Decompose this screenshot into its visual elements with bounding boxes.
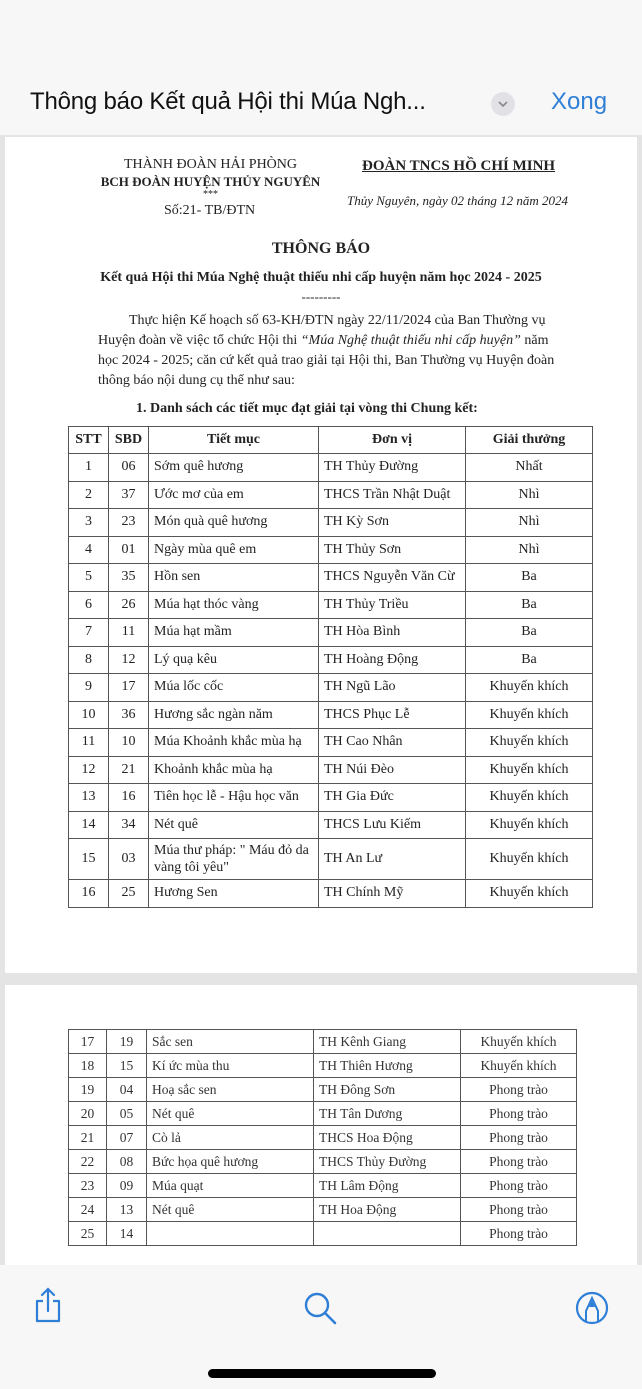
results-table	[68, 426, 593, 908]
sbd-cell: 15	[107, 1054, 147, 1078]
sbd-cell: 06	[109, 454, 149, 482]
sbd-cell: 13	[107, 1198, 147, 1222]
table-row	[69, 1150, 577, 1174]
stt-cell: 12	[69, 756, 109, 784]
paragraph-line: thông báo nội dung cụ thể như sau:	[98, 373, 295, 388]
award-cell: Khuyến khích	[461, 1054, 577, 1078]
unit-cell: TH Gia Đức	[319, 784, 466, 812]
stt-cell: 14	[69, 811, 109, 839]
award-cell: Khuyến khích	[466, 839, 593, 880]
award-cell: Ba	[466, 591, 593, 619]
sbd-cell: 09	[107, 1174, 147, 1198]
award-cell: Phong trào	[461, 1150, 577, 1174]
performance-cell: Múa quạt	[147, 1174, 314, 1198]
unit-cell: TH Thủy Triều	[319, 591, 466, 619]
unit-cell	[314, 1222, 461, 1246]
award-cell: Khuyến khích	[466, 674, 593, 702]
paragraph-text: năm	[520, 333, 549, 348]
award-cell: Nhì	[466, 536, 593, 564]
sbd-cell: 07	[107, 1126, 147, 1150]
sbd-cell: 16	[109, 784, 149, 812]
award-cell: Khuyến khích	[466, 729, 593, 757]
stt-cell: 3	[69, 509, 109, 537]
performance-cell: Hương sắc ngàn năm	[149, 701, 319, 729]
performance-cell: Múa thư pháp: " Máu đỏ da vàng tôi yêu"	[149, 839, 319, 880]
table-row	[69, 646, 593, 674]
performance-cell: Khoảnh khắc mùa hạ	[149, 756, 319, 784]
unit-cell: TH Chính Mỹ	[319, 880, 466, 908]
performance-cell: Ngày mùa quê em	[149, 536, 319, 564]
performance-cell: Cò lả	[147, 1126, 314, 1150]
stt-cell: 21	[69, 1126, 107, 1150]
org-left-line-1: THÀNH ĐOÀN HẢI PHÒNG	[123, 157, 298, 172]
sbd-cell: 03	[109, 839, 149, 880]
sbd-cell: 23	[109, 509, 149, 537]
unit-cell: THCS Phục Lễ	[319, 701, 466, 729]
stt-cell: 2	[69, 481, 109, 509]
table-row	[69, 756, 593, 784]
performance-cell: Món quà quê hương	[149, 509, 319, 537]
performance-cell	[147, 1222, 314, 1246]
column-header: Tiết mục	[149, 427, 319, 454]
results-table-continued	[68, 1029, 577, 1246]
title-menu-button[interactable]	[491, 92, 515, 116]
performance-cell: Kí ức mùa thu	[147, 1054, 314, 1078]
stt-cell: 25	[69, 1222, 107, 1246]
markup-icon[interactable]	[575, 1291, 609, 1325]
performance-cell: Tiên học lễ - Hậu học văn	[149, 784, 319, 812]
paragraph-line: Thực hiện Kế hoạch số 63-KH/ĐTN ngày 22/11/2024 của Ban Thường vụ	[129, 313, 546, 328]
table-row	[69, 1030, 577, 1054]
award-cell: Phong trào	[461, 1222, 577, 1246]
unit-cell: TH Hoàng Động	[319, 646, 466, 674]
table-row	[69, 1174, 577, 1198]
table-row	[69, 619, 593, 647]
stt-cell: 18	[69, 1054, 107, 1078]
subheading: Kết quả Hội thi Múa Nghệ thuật thiếu nhi cấp huyện năm học 2024 - 2025	[100, 270, 542, 285]
stt-cell: 7	[69, 619, 109, 647]
sbd-cell: 37	[109, 481, 149, 509]
sbd-cell: 35	[109, 564, 149, 592]
table-row	[69, 509, 593, 537]
award-cell: Nhất	[466, 454, 593, 482]
stt-cell: 5	[69, 564, 109, 592]
paragraph-line	[98, 333, 548, 349]
org-left-line-2: BCH ĐOÀN HUYỆN THỦY NGUYÊN	[100, 174, 321, 189]
sbd-cell: 19	[107, 1030, 147, 1054]
chevron-down-icon	[497, 100, 509, 108]
sbd-cell: 04	[107, 1078, 147, 1102]
sbd-cell: 25	[109, 880, 149, 908]
sbd-cell: 36	[109, 701, 149, 729]
award-cell: Khuyến khích	[466, 701, 593, 729]
unit-cell: TH Hoa Động	[314, 1198, 461, 1222]
stt-cell: 23	[69, 1174, 107, 1198]
sbd-cell: 08	[107, 1150, 147, 1174]
stt-cell: 15	[69, 839, 109, 880]
sbd-cell: 21	[109, 756, 149, 784]
stt-cell: 16	[69, 880, 109, 908]
done-button[interactable]: Xong	[551, 88, 608, 115]
table-row	[69, 1198, 577, 1222]
award-cell: Khuyến khích	[466, 880, 593, 908]
home-indicator	[208, 1369, 436, 1378]
award-cell: Khuyến khích	[466, 784, 593, 812]
sbd-cell: 10	[109, 729, 149, 757]
unit-cell: TH Núi Đèo	[319, 756, 466, 784]
paragraph-line: học 2024 - 2025; căn cứ kết quả trao giải tại Hội thi, Ban Thường vụ Huyện đoàn	[98, 353, 555, 368]
table-row	[69, 1102, 577, 1126]
unit-cell: TH Đông Sơn	[314, 1078, 461, 1102]
unit-cell: THCS Hoa Động	[314, 1126, 461, 1150]
document-title: Thông báo Kết quả Hội thi Múa Ngh...	[30, 88, 426, 115]
unit-cell: TH Kỳ Sơn	[319, 509, 466, 537]
table-row	[69, 1054, 577, 1078]
column-header: STT	[69, 427, 109, 454]
pdf-page-2	[5, 985, 637, 1265]
stt-cell: 17	[69, 1030, 107, 1054]
sbd-cell: 26	[109, 591, 149, 619]
search-icon[interactable]	[303, 1291, 339, 1327]
share-icon[interactable]	[33, 1287, 63, 1325]
unit-cell: TH Tân Dương	[314, 1102, 461, 1126]
unit-cell: TH Cao Nhân	[319, 729, 466, 757]
performance-cell: Sắc sen	[147, 1030, 314, 1054]
place-date: Thủy Nguyên, ngày 02 tháng 12 năm 2024	[347, 193, 568, 208]
unit-cell: TH Kênh Giang	[314, 1030, 461, 1054]
document-number: Số:21- TB/ĐTN	[164, 203, 256, 218]
paragraph-italic: “Múa Nghệ thuật thiếu nhi cấp huyện”	[300, 333, 521, 348]
award-cell: Khuyến khích	[466, 756, 593, 784]
paragraph-text: Huyện đoàn về việc tổ chức Hội thi	[98, 333, 301, 348]
stt-cell: 8	[69, 646, 109, 674]
performance-cell: Hương Sen	[149, 880, 319, 908]
award-cell: Nhì	[466, 509, 593, 537]
table-row	[69, 674, 593, 702]
column-header: SBD	[109, 427, 149, 454]
stt-cell: 6	[69, 591, 109, 619]
stars: ***	[203, 189, 218, 200]
award-cell: Phong trào	[461, 1102, 577, 1126]
performance-cell: Nét quê	[147, 1102, 314, 1126]
performance-cell: Lý quạ kêu	[149, 646, 319, 674]
stt-cell: 4	[69, 536, 109, 564]
performance-cell: Hồn sen	[149, 564, 319, 592]
table-row	[69, 536, 593, 564]
award-cell: Khuyến khích	[466, 811, 593, 839]
performance-cell: Múa hạt thóc vàng	[149, 591, 319, 619]
award-cell: Phong trào	[461, 1174, 577, 1198]
performance-cell: Hoạ sắc sen	[147, 1078, 314, 1102]
unit-cell: THCS Lưu Kiếm	[319, 811, 466, 839]
sbd-cell: 14	[107, 1222, 147, 1246]
sbd-cell: 17	[109, 674, 149, 702]
unit-cell: TH An Lư	[319, 839, 466, 880]
table-row	[69, 729, 593, 757]
stt-cell: 9	[69, 674, 109, 702]
table-row	[69, 1078, 577, 1102]
table-row	[69, 564, 593, 592]
stt-cell: 19	[69, 1078, 107, 1102]
stt-cell: 1	[69, 454, 109, 482]
performance-cell: Múa lốc cốc	[149, 674, 319, 702]
award-cell: Nhì	[466, 481, 593, 509]
sbd-cell: 34	[109, 811, 149, 839]
award-cell: Khuyến khích	[461, 1030, 577, 1054]
award-cell: Phong trào	[461, 1126, 577, 1150]
sbd-cell: 11	[109, 619, 149, 647]
unit-cell: TH Lâm Động	[314, 1174, 461, 1198]
column-header: Giải thưởng	[466, 427, 593, 454]
column-header: Đơn vị	[319, 427, 466, 454]
table-row	[69, 481, 593, 509]
table-row	[69, 880, 593, 908]
pdf-page-1	[5, 137, 637, 973]
table-row	[69, 784, 593, 812]
unit-cell: THCS Trần Nhật Duật	[319, 481, 466, 509]
unit-cell: THCS Thủy Đường	[314, 1150, 461, 1174]
separator: ---------	[301, 289, 341, 304]
award-cell: Ba	[466, 619, 593, 647]
stt-cell: 22	[69, 1150, 107, 1174]
unit-cell: TH Thủy Sơn	[319, 536, 466, 564]
table-header-row	[69, 427, 593, 454]
performance-cell: Múa hạt mầm	[149, 619, 319, 647]
heading: THÔNG BÁO	[271, 240, 371, 257]
performance-cell: Múa Khoảnh khắc mùa hạ	[149, 729, 319, 757]
unit-cell: TH Thủy Đường	[319, 454, 466, 482]
performance-cell: Bức họa quê hương	[147, 1150, 314, 1174]
sbd-cell: 12	[109, 646, 149, 674]
stt-cell: 20	[69, 1102, 107, 1126]
navigation-bar	[0, 0, 642, 135]
table-row	[69, 1126, 577, 1150]
unit-cell: TH Hòa Bình	[319, 619, 466, 647]
unit-cell: TH Thiên Hương	[314, 1054, 461, 1078]
sbd-cell: 01	[109, 536, 149, 564]
stt-cell: 13	[69, 784, 109, 812]
performance-cell: Nét quê	[149, 811, 319, 839]
award-cell: Phong trào	[461, 1078, 577, 1102]
table-row	[69, 591, 593, 619]
unit-cell: TH Ngũ Lão	[319, 674, 466, 702]
award-cell: Ba	[466, 646, 593, 674]
section-title: 1. Danh sách các tiết mục đạt giải tại vòng thi Chung kết:	[136, 401, 478, 416]
table-row	[69, 839, 593, 880]
table-row	[69, 454, 593, 482]
award-cell: Phong trào	[461, 1198, 577, 1222]
table-row	[69, 701, 593, 729]
stt-cell: 24	[69, 1198, 107, 1222]
table-row	[69, 1222, 577, 1246]
org-right: ĐOÀN TNCS HỒ CHÍ MINH	[362, 158, 556, 174]
table-row	[69, 811, 593, 839]
performance-cell: Nét quê	[147, 1198, 314, 1222]
sbd-cell: 05	[107, 1102, 147, 1126]
unit-cell: THCS Nguyễn Văn Cừ	[319, 564, 466, 592]
stt-cell: 11	[69, 729, 109, 757]
performance-cell: Sớm quê hương	[149, 454, 319, 482]
stt-cell: 10	[69, 701, 109, 729]
performance-cell: Ước mơ của em	[149, 481, 319, 509]
award-cell: Ba	[466, 564, 593, 592]
